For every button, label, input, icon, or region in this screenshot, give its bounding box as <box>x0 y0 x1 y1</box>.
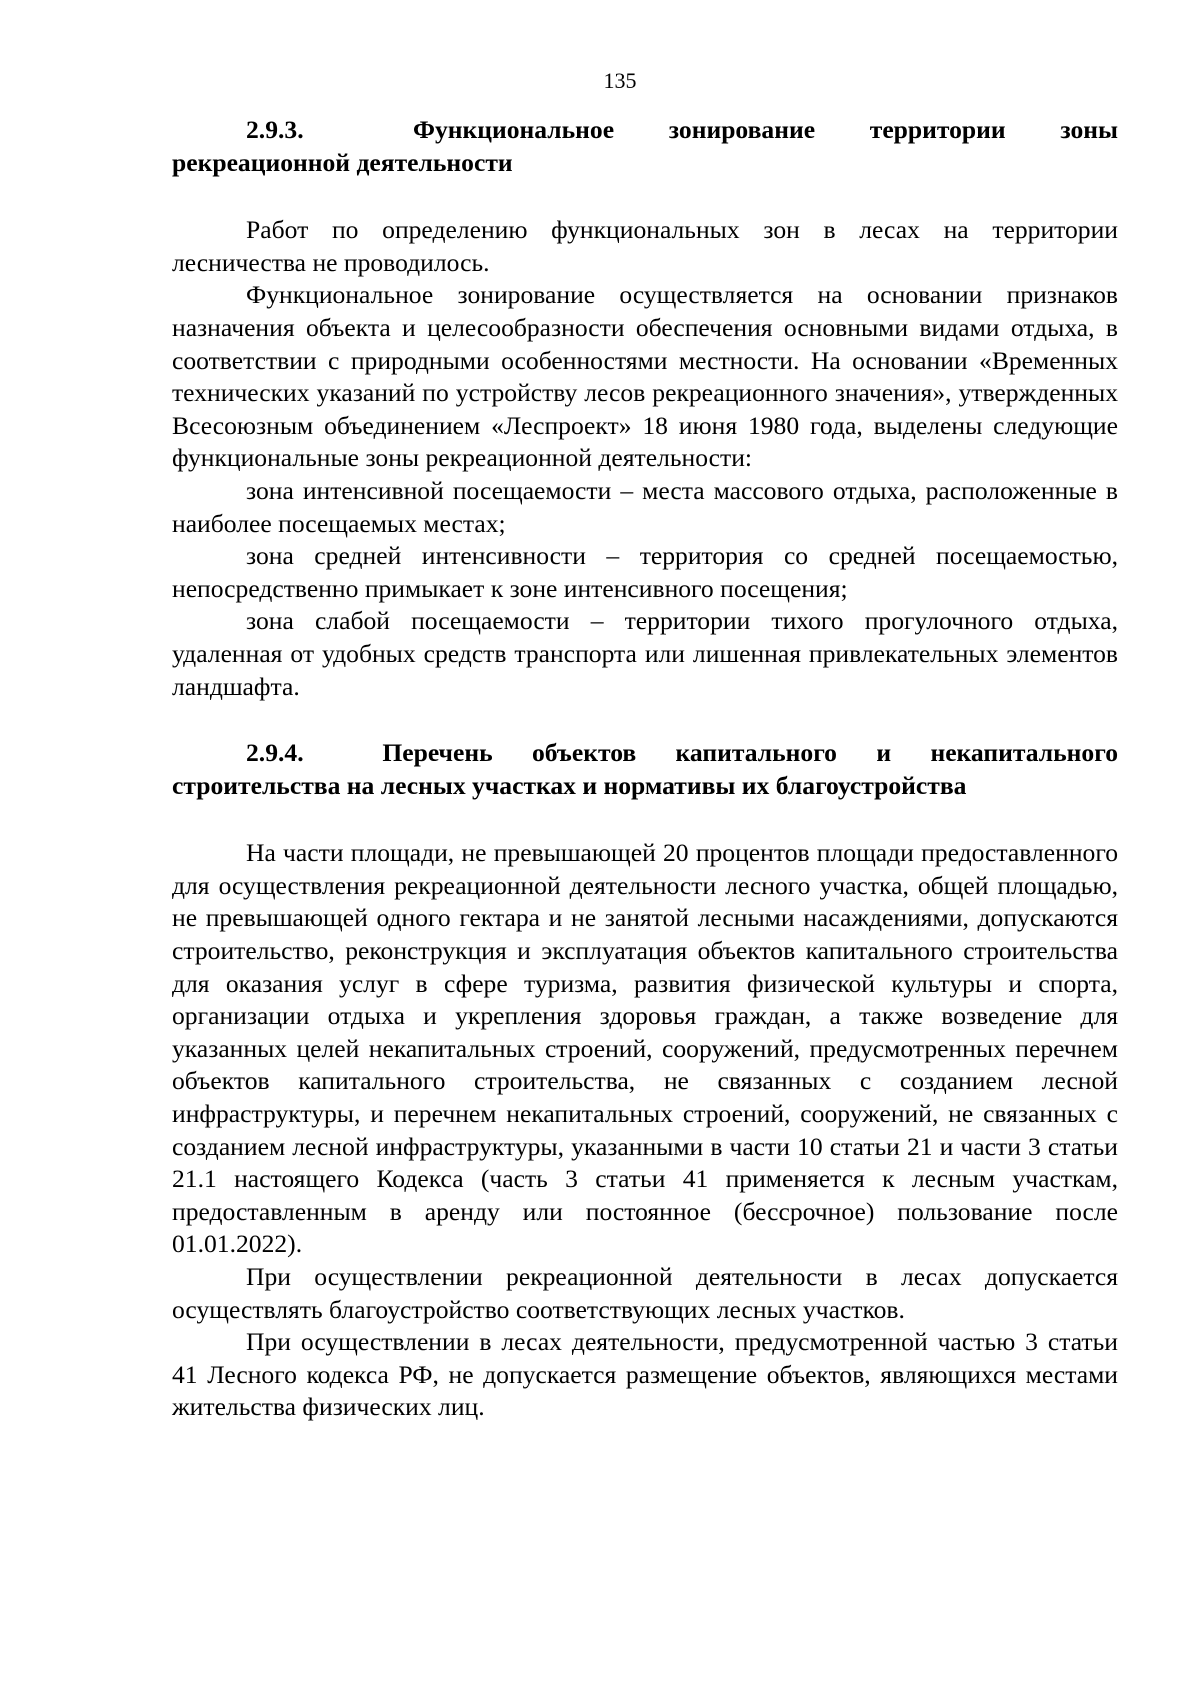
section-heading-line: строительства на лесных участках и нормативы их благоустройства <box>172 770 967 800</box>
section-heading-line: 2.9.3. Функциональное зонирование территории зоны <box>246 115 1118 144</box>
paragraph: Функциональное зонирование осуществляется на основании признаков назначения объекта и целесообразности обеспечения основными видами отдыха, в соответствии с природными особенностями местности. На основании «Временных технических указаний по устройству лесов рекреационного значения», утвержденных Всесоюзным объединением «Леспроект» 18 июня 1980 года, выделены следующие функциональные зоны рекреационной деятельности: <box>172 280 1118 473</box>
document-body <box>172 114 1118 1424</box>
section-2-9-4 <box>172 737 1118 1424</box>
paragraph: зона интенсивной посещаемости – места массового отдыха, расположенные в наиболее посещаемых местах; <box>172 475 1118 538</box>
paragraph: Работ по определению функциональных зон в лесах на территории лесничества не проводилось. <box>172 215 1118 277</box>
paragraph: При осуществлении рекреационной деятельности в лесах допускается осуществлять благоустройство соответствующих лесных участков. <box>172 1262 1118 1324</box>
paragraph: зона средней интенсивности – территория со средней посещаемостью, непосредственно примыкает к зоне интенсивного посещения; <box>172 541 1118 603</box>
page-number: 135 <box>603 68 637 93</box>
section-heading <box>172 114 1118 179</box>
section-heading-line: рекреационной деятельности <box>172 147 513 177</box>
section-heading-line: 2.9.4. Перечень объектов капитального и некапитального <box>246 738 1118 768</box>
section-2-9-3 <box>172 114 1118 703</box>
section-heading <box>172 737 1118 802</box>
paragraph: зона слабой посещаемости – территории тихого прогулочного отдыха, удаленная от удобных средств транспорта или лишенная привлекательных элементов ландшафта. <box>172 606 1118 701</box>
paragraph: При осуществлении в лесах деятельности, предусмотренной частью 3 статьи 41 Лесного кодекса РФ, не допускается размещение объектов, являющихся местами жительства физических лиц. <box>172 1327 1118 1422</box>
paragraph: На части площади, не превышающей 20 процентов площади предоставленного для осуществления рекреационной деятельности лесного участка, общей площадью, не превышающей одного гектара и не занятой лесными насаждениями, допускаются строительство, реконструкция и эксплуатация объектов капитального строительства для оказания услуг в сфере туризма, развития физической культуры и спорта, организации отдыха и укрепления здоровья граждан, а также возведение для указанных целей некапитальных строений, сооружений, предусмотренных перечнем объектов капитального строительства, не связанных с созданием лесной инфраструктуры, и перечнем некапитальных строений, сооружений, не связанных с созданием лесной инфраструктуры, указанными в части 10 статьи 21 и части 3 статьи 21.1 настоящего Кодекса (часть 3 статьи 41 применяется к лесным участкам, предоставленным в аренду или постоянное (бессрочное) пользование после 01.01.2022). <box>172 838 1118 1259</box>
